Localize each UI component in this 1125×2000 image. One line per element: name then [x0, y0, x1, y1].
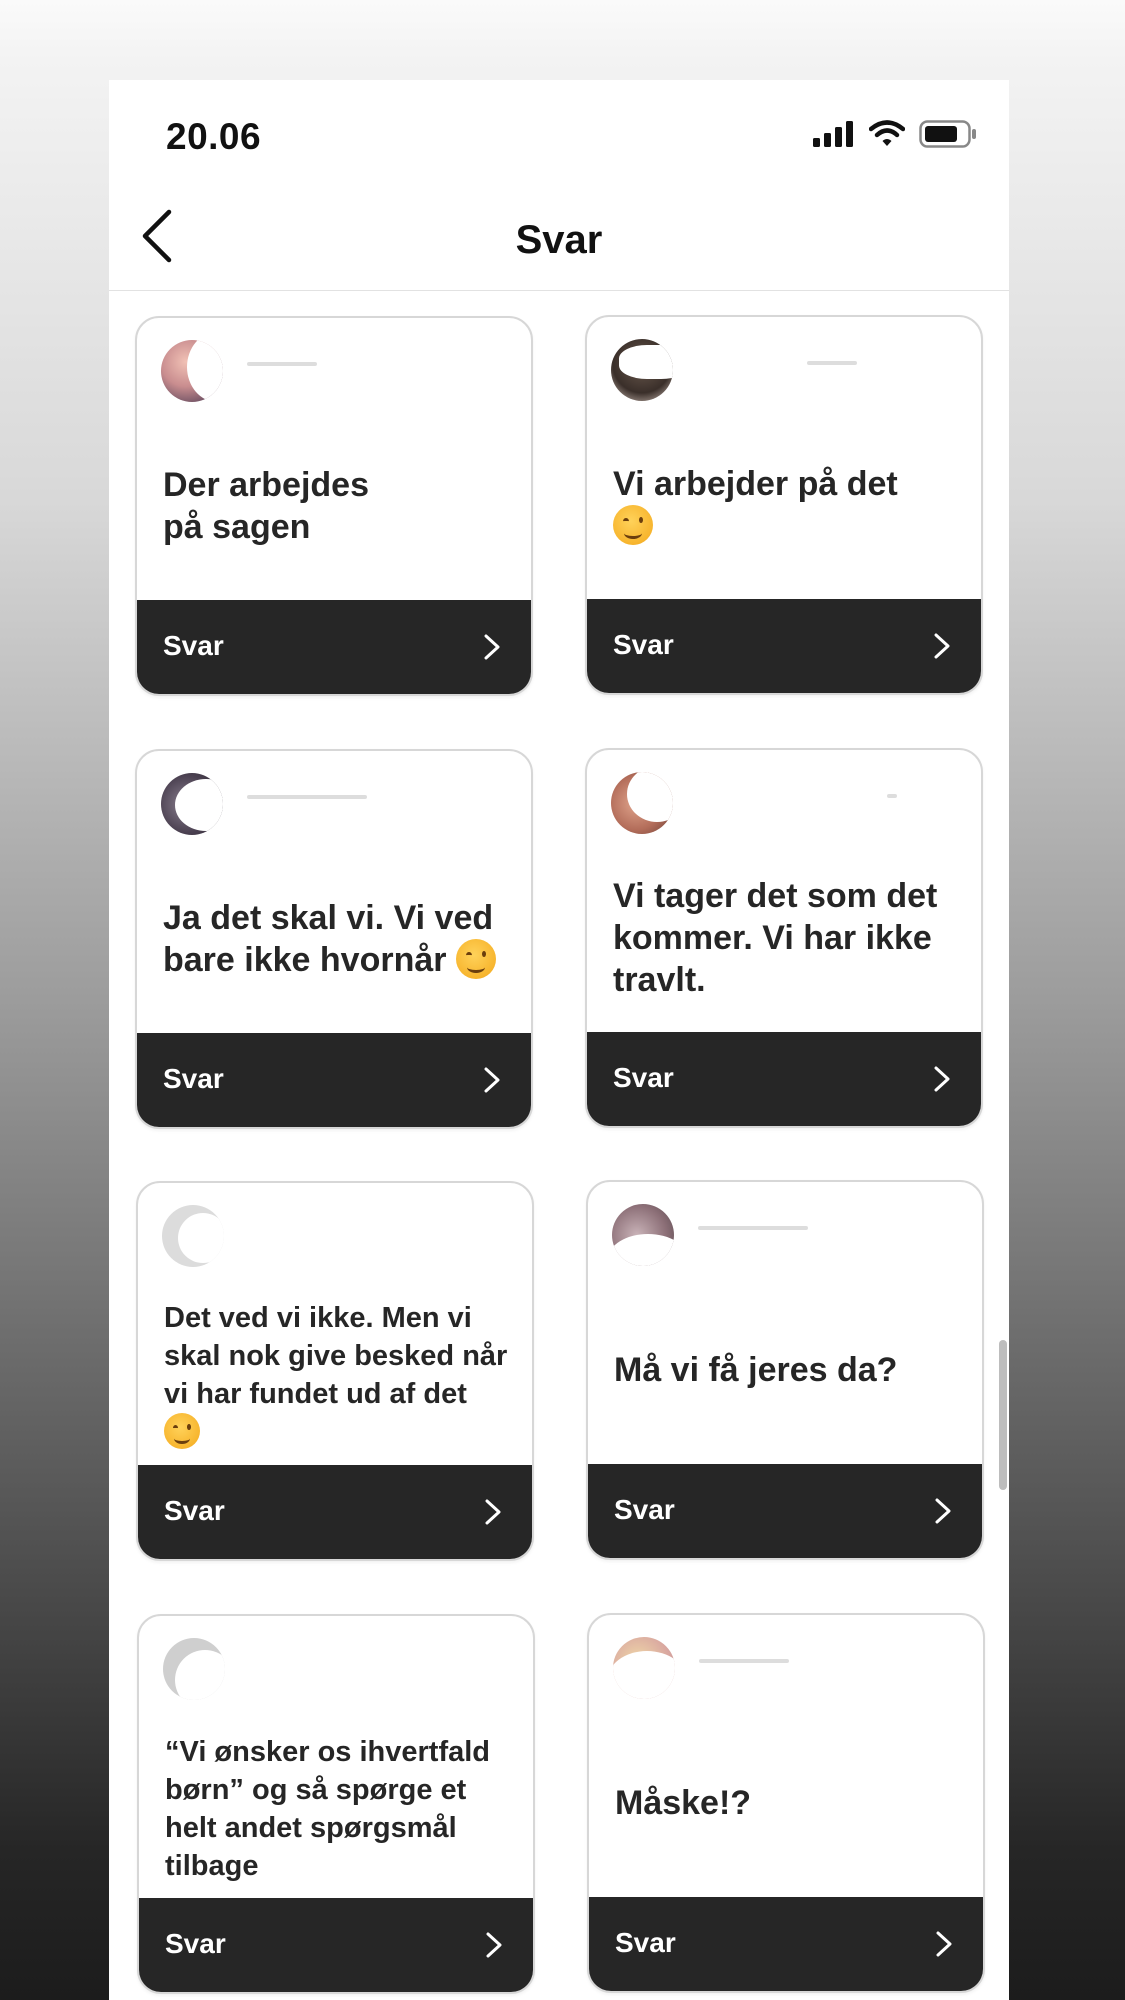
answer-card	[586, 1180, 984, 1560]
answer-card	[135, 316, 533, 696]
avatar	[161, 773, 223, 835]
author-name-redacted	[247, 795, 367, 799]
reply-button[interactable]	[138, 1465, 532, 1559]
answer-text: Vi tager det som det kommer. Vi har ikke travlt.	[613, 877, 938, 999]
answer-text: Det ved vi ikke. Men vi skal nok give besked når vi har fundet ud af det	[164, 1299, 508, 1453]
reply-button[interactable]	[137, 1033, 531, 1127]
chevron-right-icon	[483, 1066, 501, 1094]
reply-button[interactable]	[587, 1032, 981, 1126]
answer-area	[137, 414, 531, 598]
winking-face-emoji-icon	[164, 1413, 200, 1449]
answers-grid	[109, 80, 1009, 2000]
reply-label: Svar	[614, 1494, 675, 1525]
answer-area	[139, 1720, 533, 1898]
answer-card	[585, 748, 983, 1128]
page-title: Svar	[515, 218, 603, 262]
reply-button[interactable]	[139, 1898, 533, 1992]
avatar	[611, 339, 673, 401]
author-name-redacted	[247, 362, 317, 366]
reply-label: Svar	[163, 1063, 224, 1094]
answer-card	[137, 1614, 535, 1994]
avatar	[161, 340, 223, 402]
reply-label: Svar	[613, 629, 674, 660]
reply-button[interactable]	[137, 600, 531, 694]
chevron-right-icon	[933, 632, 951, 660]
answer-text: “Vi ønsker os ihvertfald børn” og så spørge et helt andet spørgsmål tilbage	[165, 1736, 491, 1882]
reply-label: Svar	[613, 1062, 674, 1093]
answer-card	[587, 1613, 985, 1993]
chevron-right-icon	[934, 1497, 952, 1525]
answer-text: Måske!?	[615, 1784, 752, 1822]
author-name-redacted	[699, 1659, 789, 1663]
chevron-right-icon	[933, 1065, 951, 1093]
author-name-redacted	[807, 361, 857, 365]
answer-card	[136, 1181, 534, 1561]
answer-area	[137, 847, 531, 1031]
reply-label: Svar	[165, 1928, 226, 1959]
chevron-right-icon	[483, 633, 501, 661]
avatar	[162, 1205, 224, 1267]
phone-screen	[109, 80, 1009, 2000]
author-name-redacted	[698, 1226, 808, 1230]
reply-label: Svar	[615, 1927, 676, 1958]
status-time: 20.06	[166, 116, 262, 157]
avatar	[613, 1637, 675, 1699]
answer-text: Der arbejdes på sagen	[163, 466, 369, 546]
reply-label: Svar	[163, 630, 224, 661]
winking-face-emoji-icon	[456, 939, 496, 979]
answer-area	[588, 1278, 982, 1462]
chevron-right-icon	[485, 1931, 503, 1959]
answer-card	[135, 749, 533, 1129]
answer-text: Ja det skal vi. Vi ved bare ikke hvornår	[163, 897, 507, 981]
answer-text: Vi arbejder på det	[613, 463, 898, 547]
chevron-right-icon	[484, 1498, 502, 1526]
avatar	[163, 1638, 225, 1700]
reply-button[interactable]	[589, 1897, 983, 1991]
avatar	[611, 772, 673, 834]
reply-button[interactable]	[587, 599, 981, 693]
answer-area	[138, 1287, 532, 1465]
avatar	[612, 1204, 674, 1266]
answer-text: Må vi få jeres da?	[614, 1351, 898, 1389]
reply-label: Svar	[164, 1495, 225, 1526]
answer-area	[589, 1711, 983, 1895]
answer-area	[587, 413, 981, 597]
author-name-redacted	[887, 794, 897, 798]
answer-area	[587, 846, 981, 1030]
scroll-indicator[interactable]	[999, 1340, 1007, 1490]
reply-button[interactable]	[588, 1464, 982, 1558]
winking-face-emoji-icon	[613, 505, 653, 545]
chevron-right-icon	[935, 1930, 953, 1958]
answer-card	[585, 315, 983, 695]
